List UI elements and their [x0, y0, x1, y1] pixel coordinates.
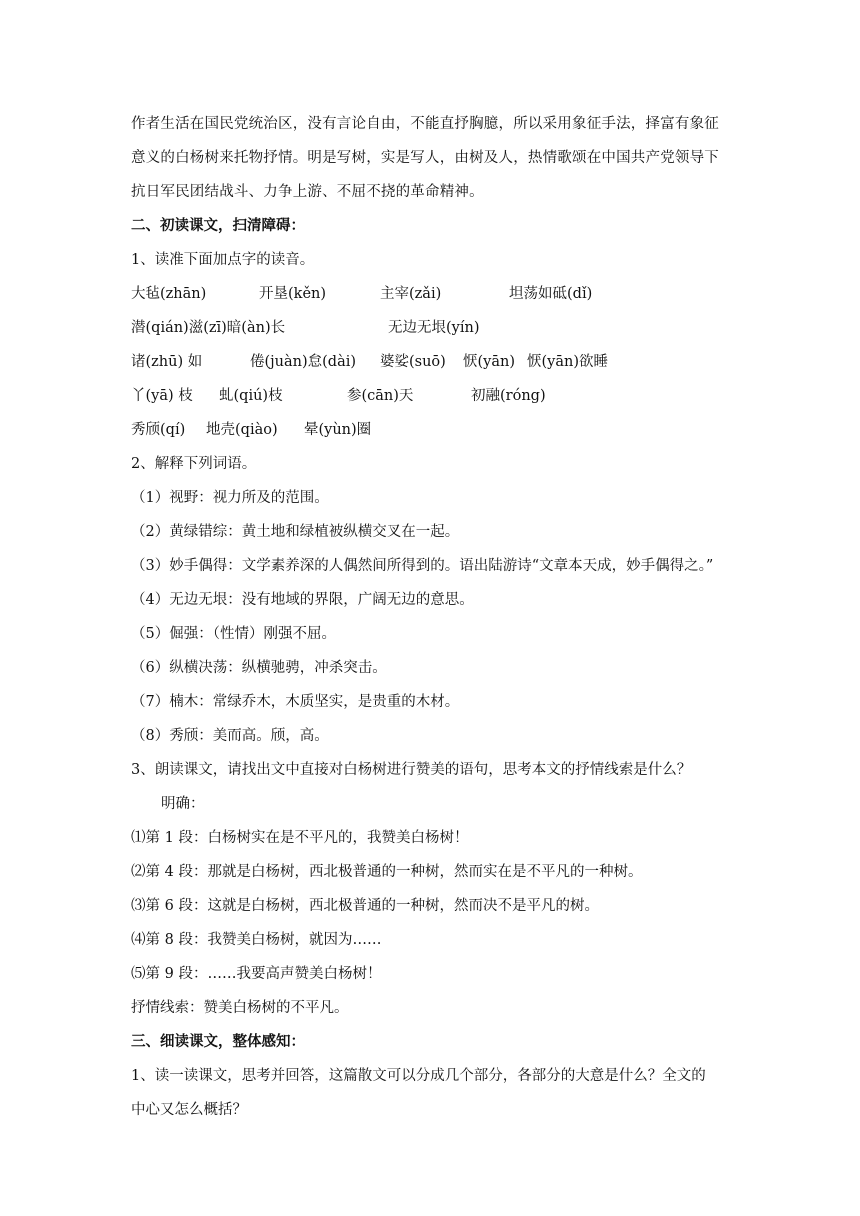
- definition-1: （1）视野：视力所及的范围。: [131, 490, 329, 506]
- answer-4: ⑷第 8 段：我赞美白杨树，就因为……: [131, 932, 382, 948]
- pinyin-term: 主宰(zǎi): [380, 286, 442, 302]
- question-2: 2、解释下列词语。: [131, 456, 257, 472]
- intro-line-3: 抗日军民团结战斗、力争上游、不屈不挠的革命精神。: [131, 184, 484, 200]
- pinyin-term: 大毡(zhān): [131, 286, 207, 302]
- answer-1: ⑴第 1 段：白杨树实在是不平凡的，我赞美白杨树！: [131, 830, 469, 846]
- pinyin-term: 恹(yān)欲睡: [527, 354, 608, 370]
- pinyin-row-1: [131, 277, 731, 311]
- pinyin-term: 参(cān)天: [347, 388, 414, 404]
- pinyin-term: 坦荡如砥(dǐ): [509, 286, 593, 302]
- pinyin-term: 开垦(kěn): [259, 286, 327, 302]
- definition-2: （2）黄绿错综：黄土地和绿植被纵横交叉在一起。: [131, 524, 460, 540]
- definition-8: （8）秀颀：美而高。颀，高。: [131, 728, 329, 744]
- definition-7: （7）楠木：常绿乔木，木质坚实，是贵重的木材。: [131, 694, 460, 710]
- pinyin-term: 地壳(qiào): [206, 422, 278, 438]
- pinyin-row-4: [131, 379, 731, 413]
- question-1: 1、读准下面加点字的读音。: [131, 252, 315, 268]
- document-body: [131, 107, 731, 1127]
- section-3-question-line-2: 中心又怎么概括？: [131, 1102, 247, 1118]
- definition-5: （5）倔强：（性情）刚强不屈。: [131, 626, 336, 642]
- pinyin-term: 虬(qiú)枝: [219, 388, 283, 404]
- pinyin-term: 倦(juàn)怠(dài): [250, 354, 357, 370]
- pinyin-term: 晕(yùn)圈: [304, 422, 372, 438]
- pinyin-term: 潜(qián)滋(zī)暗(àn)长: [131, 320, 286, 336]
- definition-3: （3）妙手偶得：文学素养深的人偶然间所得到的。语出陆游诗“文章本天成，妙手偶得之。”: [131, 558, 714, 574]
- definition-6: （6）纵横决荡：纵横驰骋，冲杀突击。: [131, 660, 387, 676]
- pinyin-term: 恹(yān): [463, 354, 515, 370]
- pinyin-term: 秀颀(qí): [131, 422, 186, 438]
- pinyin-term: 丫(yā) 枝: [131, 388, 193, 404]
- answer-5: ⑸第 9 段：……我要高声赞美白杨树！: [131, 966, 382, 982]
- clarify-label: 明确：: [161, 796, 205, 812]
- pinyin-term: 初融(róng): [471, 388, 546, 404]
- pinyin-term: 诸(zhū) 如: [131, 354, 203, 370]
- section-3-heading: 三、细读课文，整体感知：: [131, 1033, 305, 1050]
- pinyin-term: 婆娑(suō): [380, 354, 446, 370]
- pinyin-row-2: [131, 311, 731, 345]
- pinyin-row-3: [131, 345, 731, 379]
- pinyin-row-5: [131, 413, 731, 447]
- pinyin-term: 无边无垠(yín): [388, 320, 480, 336]
- intro-line-2: 意义的白杨树来托物抒情。明是写树，实是写人，由树及人，热情歌颂在中国共产党领导下: [131, 150, 719, 166]
- answer-3: ⑶第 6 段：这就是白杨树，西北极普通的一种树，然而决不是平凡的树。: [131, 898, 599, 914]
- section-2-heading: 二、初读课文，扫清障碍：: [131, 217, 305, 234]
- lyric-clue: 抒情线索：赞美白杨树的不平凡。: [131, 1000, 349, 1016]
- intro-line-1: 作者生活在国民党统治区，没有言论自由，不能直抒胸臆，所以采用象征手法，择富有象征: [131, 116, 719, 132]
- question-3: 3、朗读课文，请找出文中直接对白杨树进行赞美的语句，思考本文的抒情线索是什么？: [131, 762, 692, 778]
- definition-4: （4）无边无垠：没有地域的界限，广阔无边的意思。: [131, 592, 474, 608]
- answer-2: ⑵第 4 段：那就是白杨树，西北极普通的一种树，然而实在是不平凡的一种树。: [131, 864, 643, 880]
- section-3-question-line-1: 1、读一读课文，思考并回答，这篇散文可以分成几个部分，各部分的大意是什么？全文的: [131, 1068, 706, 1084]
